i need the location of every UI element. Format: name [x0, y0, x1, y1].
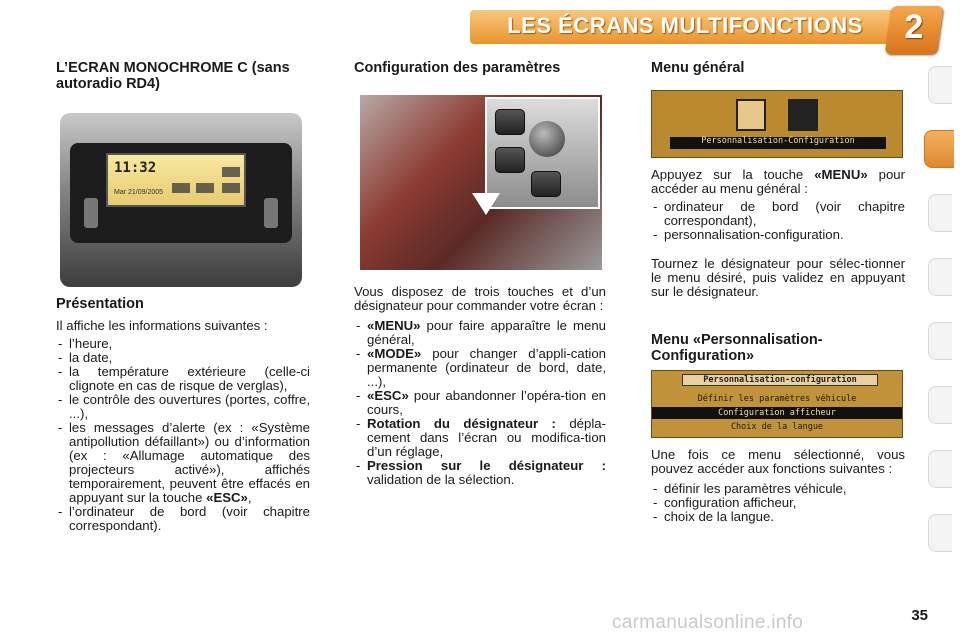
list-item: [354, 389, 606, 417]
lcd-readouts: [172, 167, 242, 199]
lcd-segment: [222, 183, 240, 193]
menu-button: [495, 109, 525, 135]
chapter-tab[interactable]: [928, 386, 952, 424]
page-number: 35: [911, 607, 928, 624]
page-header: [0, 0, 960, 58]
list-item: - choix de la langue.: [651, 510, 905, 524]
key-description: pour faire apparaître le menu général,: [367, 318, 606, 347]
menu-option: Définir les paramètres véhicule: [697, 394, 857, 404]
general-menu-screen: [651, 90, 903, 158]
key-label: «MENU»: [367, 318, 421, 333]
console-controls-photo: [360, 95, 602, 270]
personalisation-menu-screen: [651, 370, 903, 438]
lcd-segment: [172, 183, 190, 193]
list-item: - la température extérieure (celle-ci clignote en cas de risque de verglas),: [56, 365, 310, 393]
chapter-number: 2: [904, 8, 924, 46]
list-item: [56, 421, 310, 505]
section-heading-monochrome: L’ECRAN MONOCHROME C (sans autoradio RD4): [56, 60, 290, 92]
list-item: - l’ordinateur de bord (voir chapitre correspondant).: [56, 505, 310, 533]
key-label: «MODE»: [367, 346, 422, 361]
column-menus-text: [651, 168, 905, 364]
esc-button: [531, 171, 561, 197]
list-item: [354, 459, 606, 487]
lcd-segment: [222, 167, 240, 177]
menu-selection-bar: [670, 137, 886, 149]
key-description: pour abandonner l’opéra-tion en cours,: [367, 388, 606, 417]
chapter-tab[interactable]: [928, 66, 952, 104]
list-item: - configuration afficheur,: [651, 496, 905, 510]
list-item: [354, 319, 606, 347]
key-label: «ESC»: [367, 388, 409, 403]
dashboard-display-photo: [60, 113, 302, 287]
key-label: Pression sur le désignateur :: [367, 458, 606, 473]
chapter-tab[interactable]: [928, 514, 952, 552]
column-configuration-text: [354, 285, 606, 487]
text-span: pour accéder au menu général :: [651, 167, 906, 196]
column-monochrome-screen: [56, 60, 310, 92]
watermark: carmanualsonline.info: [612, 612, 804, 633]
list-item-text: les messages d’alerte (ex : «Système antipollution défaillant») ou d’information (ex : «Allumage automatique des projecteurs activé»), affichés temporairement, peuvent être effacés en appuyant sur la touche: [69, 420, 310, 505]
list-item: - la date,: [56, 351, 310, 365]
menu-option: Choix de la langue: [730, 422, 824, 432]
list-item: [354, 347, 606, 389]
page-title: LES ÉCRANS MULTIFONCTIONS: [507, 13, 863, 38]
controls-list: [354, 319, 606, 487]
section-heading-configuration: Configuration des paramètres: [354, 60, 561, 76]
settings-icon: [788, 99, 818, 131]
section-heading-general-menu: Menu général: [651, 60, 745, 76]
display-button: [84, 198, 98, 228]
lcd-time: 11:32: [114, 160, 157, 176]
section-heading-personalisation: Menu «Personnalisation-Configuration»: [651, 332, 823, 364]
lcd-display: [106, 153, 246, 207]
presentation-intro: Il affiche les informations suivantes :: [56, 318, 268, 333]
general-menu-list: [651, 200, 905, 242]
menu-selection-label: Personnalisation-Configuration: [701, 136, 855, 146]
callout-pointer: [472, 193, 500, 215]
list-item-suffix: ,: [247, 490, 252, 505]
column-configuration: [354, 60, 606, 76]
chapter-tabs: [928, 66, 960, 576]
section-heading-presentation: Présentation: [56, 296, 144, 312]
key-label: Rotation du désignateur :: [367, 416, 556, 431]
chapter-tab[interactable]: [928, 194, 952, 232]
list-item: - le contrôle des ouvertures (portes, coffre, ...),: [56, 393, 310, 421]
esc-key-label: «ESC»: [206, 490, 248, 505]
menu-option-selected: Configuration afficheur: [652, 407, 902, 419]
personalisation-intro: Une fois ce menu sélectionné, vous pouvez accéder aux fonctions suivantes :: [651, 447, 905, 476]
key-description: dépla-cement dans l’écran ou modifica-tion d’un réglage,: [367, 416, 606, 459]
general-menu-intro: [651, 168, 905, 196]
list-item: - ordinateur de bord (voir chapitre correspondant),: [651, 200, 905, 228]
selector-knob: [529, 121, 565, 157]
presentation-list: [56, 337, 310, 533]
chapter-tab-active[interactable]: [924, 130, 954, 168]
list-item: - définir les paramètres véhicule,: [651, 482, 905, 496]
configuration-intro: Vous disposez de trois touches et d’un désignateur pour commander votre écran :: [354, 284, 606, 313]
control-buttons-closeup: [485, 97, 600, 209]
key-description: validation de la sélection.: [367, 472, 515, 487]
chapter-tab[interactable]: [928, 322, 952, 360]
chapter-tab[interactable]: [928, 258, 952, 296]
column-personalisation-text: [651, 448, 905, 524]
personalisation-screen-title: Personnalisation-configuration: [682, 374, 878, 386]
trip-computer-icon: [736, 99, 766, 131]
general-menu-instructions: Tournez le désignateur pour sélec-tionner le menu désiré, puis validez en appuyant sur le désignateur.: [651, 256, 905, 299]
list-item: - l’heure,: [56, 337, 310, 351]
lcd-date: Mar 21/09/2005: [114, 189, 164, 196]
key-description: pour changer d’appli-cation permanente (ordinateur de bord, date, ...),: [367, 346, 606, 389]
chapter-tab[interactable]: [928, 450, 952, 488]
personalisation-list: [651, 482, 905, 524]
list-item: [354, 417, 606, 459]
lcd-segment: [196, 183, 214, 193]
list-item: - personnalisation-configuration.: [651, 228, 905, 242]
column-menus: [651, 60, 905, 76]
mode-button: [495, 147, 525, 173]
text-span: Appuyez sur la touche: [651, 167, 815, 182]
column-monochrome-text: [56, 296, 310, 533]
menu-key-label: «MENU»: [814, 167, 868, 182]
display-button: [264, 198, 278, 228]
